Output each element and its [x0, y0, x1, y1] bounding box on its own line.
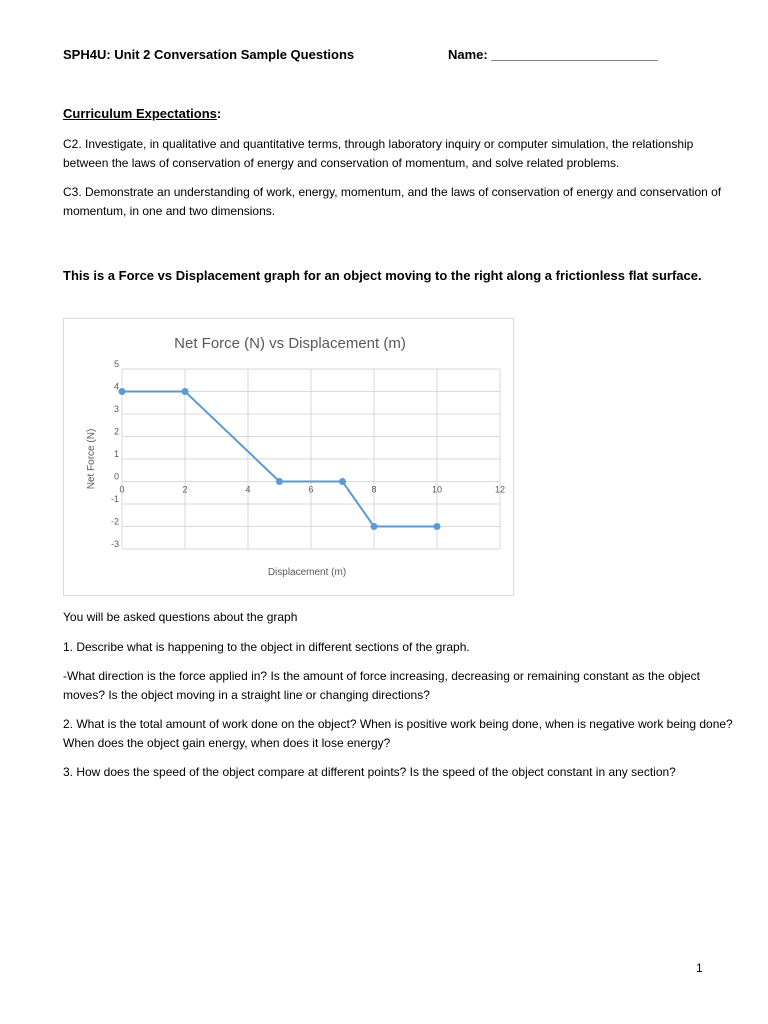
data-point-0-2 — [276, 478, 283, 485]
question-2: 2. What is the total amount of work done on the object? When is positive work being done, when is negative work being done? When does the object gain energy, when does it lose energy? — [63, 717, 733, 750]
y-tick-label-0: -3 — [110, 539, 119, 549]
y-tick-label-8: 5 — [113, 359, 119, 369]
questions-intro: You will be asked questions about the graph — [63, 610, 298, 624]
y-tick-label-3: 0 — [113, 471, 119, 482]
data-point-0-5 — [434, 523, 441, 530]
data-point-0-4 — [371, 523, 378, 530]
y-tick-label-6: 3 — [113, 404, 119, 414]
chart-x-axis-label: Displacement (m) — [267, 567, 347, 578]
data-point-0-0 — [119, 388, 126, 395]
x-tick-label-5: 10 — [431, 484, 443, 495]
y-tick-label-4: 1 — [113, 449, 119, 459]
y-tick-label-2: -1 — [110, 494, 119, 504]
y-tick-label-7: 4 — [113, 381, 119, 392]
y-tick-label-1: -2 — [110, 516, 119, 527]
x-tick-label-1: 2 — [182, 484, 188, 495]
data-point-0-1 — [182, 388, 189, 395]
chart-frame — [63, 318, 514, 596]
graph-intro: This is a Force vs Displacement graph for an object moving to the right along a frictionless flat surface. — [63, 268, 702, 283]
curriculum-heading-colon: : — [216, 106, 222, 121]
question-1: 1. Describe what is happening to the object in different sections of the graph. — [63, 640, 470, 654]
data-point-0-3 — [339, 478, 346, 485]
x-tick-label-2: 4 — [245, 484, 251, 495]
document-title: SPH4U: Unit 2 Conversation Sample Questions — [63, 47, 355, 62]
expectation-c3: C3. Demonstrate an understanding of work, energy, momentum, and the laws of conservation of energy and conservation of momentum, in one and two dimensions. — [63, 185, 722, 218]
y-tick-label-5: 2 — [113, 426, 119, 437]
x-tick-label-0: 0 — [119, 484, 125, 495]
chart-tick-labels — [111, 359, 505, 549]
force-displacement-chart — [64, 319, 513, 595]
page-number: 1 — [696, 961, 703, 975]
curriculum-heading-text: Curriculum Expectations — [63, 106, 217, 121]
x-tick-label-4: 8 — [371, 484, 377, 495]
expectation-c2: C2. Investigate, in qualitative and quantitative terms, through laboratory inquiry or computer simulation, the relationship between the laws of conservation of energy and conservation of momentum, and solve related problems. — [63, 137, 694, 170]
x-tick-label-6: 12 — [494, 484, 506, 495]
curriculum-heading — [63, 106, 221, 121]
chart-title: Net Force (N) vs Displacement (m) — [174, 335, 406, 352]
chart-gridlines — [122, 369, 500, 549]
question-1-prompts: -What direction is the force applied in? Is the amount of force increasing, decreasing or remaining constant as the object moves? Is the object moving in a straight line or changing directions? — [63, 669, 701, 702]
name-field-label: Name: _______________________ — [448, 47, 658, 62]
x-tick-label-3: 6 — [308, 484, 314, 495]
chart-y-axis-label: Net Force (N) — [86, 428, 97, 490]
question-3: 3. How does the speed of the object compare at different points? Is the speed of the object constant in any section? — [63, 765, 676, 779]
